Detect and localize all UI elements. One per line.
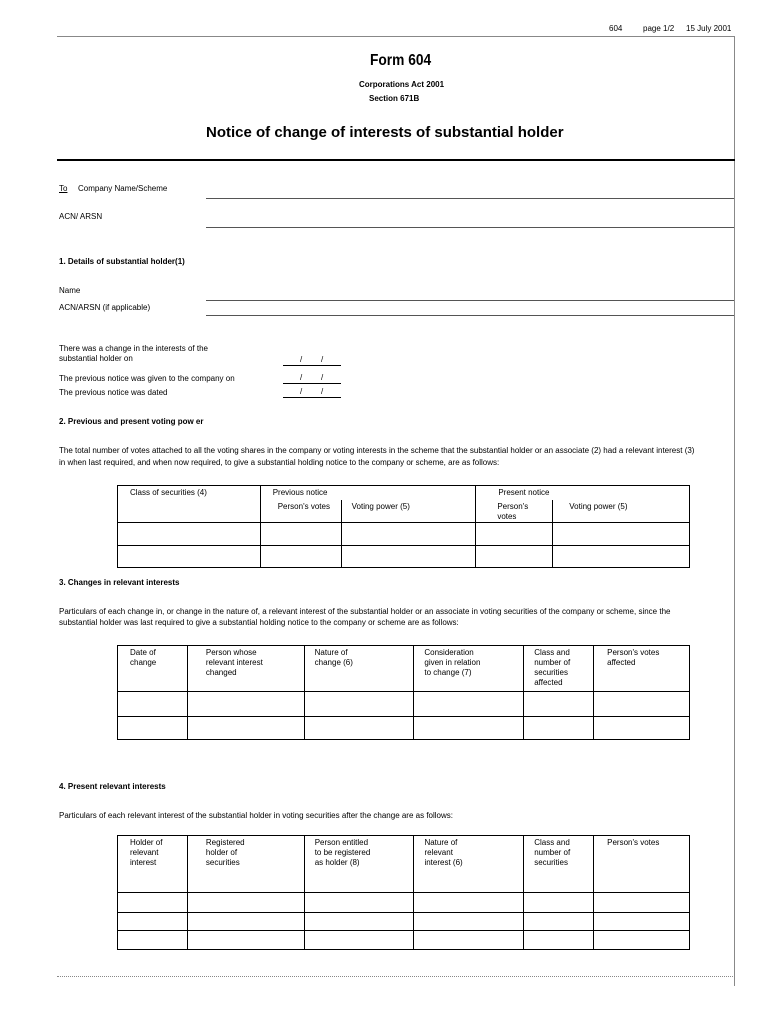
table-cell[interactable] (187, 893, 304, 913)
nature-of-change-header: Nature of change (6) (304, 646, 414, 692)
table-cell[interactable] (118, 931, 188, 950)
class-number-securities-header: Class and number of securities affected (524, 646, 594, 692)
holder-name-label: Name (59, 286, 81, 295)
present-voting-power-header: Voting power (5) (553, 500, 690, 523)
table-row (118, 717, 690, 740)
table-row (118, 931, 690, 950)
table-cell[interactable] (341, 545, 476, 567)
table-cell[interactable] (594, 717, 690, 740)
voting-power-table (117, 485, 690, 568)
present-persons-votes-header: Person's votes (476, 500, 553, 523)
acn-arsn-field[interactable] (206, 227, 734, 228)
table-cell[interactable] (187, 931, 304, 950)
class-of-securities-header: Class of securities (4) (118, 486, 261, 523)
table-cell[interactable] (118, 545, 261, 567)
holder-acn-label: ACN/ARSN (if applicable) (59, 303, 151, 312)
right-margin-rule (734, 36, 735, 986)
section2-heading: 2. Previous and present voting pow er (59, 417, 204, 426)
table-cell[interactable] (187, 913, 304, 931)
acn-arsn-label: ACN/ ARSN (59, 212, 103, 221)
table-cell[interactable] (118, 913, 188, 931)
to-label: To (59, 184, 68, 193)
person-whose-interest-changed-header: Person whose relevant interest changed (187, 646, 304, 692)
page-indicator: page 1/2 (643, 24, 675, 33)
persons-votes-header: Person's votes (594, 836, 690, 893)
change-date-label-2: substantial holder on (59, 354, 133, 363)
table-cell[interactable] (553, 545, 690, 567)
table-row (118, 893, 690, 913)
title-rule (57, 159, 735, 161)
holder-acn-field[interactable] (206, 315, 734, 316)
table-cell[interactable] (304, 692, 414, 717)
table-cell[interactable] (304, 893, 414, 913)
table-cell[interactable] (414, 913, 524, 931)
table-cell[interactable] (260, 522, 341, 545)
table-cell[interactable] (524, 717, 594, 740)
date-of-change-header: Date of change (118, 646, 188, 692)
class-number-header: Class and number of securities (524, 836, 594, 893)
prev-given-date-field[interactable] (283, 373, 341, 384)
consideration-header: Consideration given in relation to change (7) (414, 646, 524, 692)
holder-name-field[interactable] (206, 300, 734, 301)
registered-holder-header: Registered holder of securities (187, 836, 304, 893)
form-number: 604 (609, 24, 623, 33)
table-cell[interactable] (594, 692, 690, 717)
table-cell[interactable] (594, 913, 690, 931)
table-cell[interactable] (594, 893, 690, 913)
table-row (118, 913, 690, 931)
section4-heading: 4. Present relevant interests (59, 782, 166, 791)
table-cell[interactable] (187, 692, 304, 717)
change-date-label-1: There was a change in the interests of the (59, 344, 208, 353)
table-cell[interactable] (524, 913, 594, 931)
table-cell[interactable] (118, 893, 188, 913)
table-cell[interactable] (118, 692, 188, 717)
nature-of-interest-header: Nature of relevant interest (6) (414, 836, 524, 893)
act-name: Corporations Act 2001 (359, 80, 445, 89)
table-cell[interactable] (304, 913, 414, 931)
page-title: Notice of change of interests of substantial holder (206, 124, 564, 141)
present-interests-table (117, 835, 690, 950)
table-row (118, 692, 690, 717)
person-entitled-header: Person entitled to be registered as holder (8) (304, 836, 414, 893)
table-cell[interactable] (260, 545, 341, 567)
table-cell[interactable] (414, 717, 524, 740)
table-cell[interactable] (524, 931, 594, 950)
section2-para-2: in when last required, and when now required, to give a substantial holding notice to the company or scheme, are as follows: (59, 458, 500, 467)
form-title: Form 604 (370, 52, 432, 69)
table-cell[interactable] (414, 893, 524, 913)
table-row (118, 522, 690, 545)
table-cell[interactable] (553, 522, 690, 545)
table-cell[interactable] (414, 931, 524, 950)
company-name-field[interactable] (206, 198, 734, 199)
table-cell[interactable] (476, 522, 553, 545)
table-cell[interactable] (304, 717, 414, 740)
prev-given-label: The previous notice was given to the company on (59, 374, 235, 383)
section4-para: Particulars of each relevant interest of the substantial holder in voting securities after the change are as follows: (59, 811, 453, 820)
prev-persons-votes-header: Person's votes (260, 500, 341, 523)
footer-rule (57, 976, 735, 977)
table-cell[interactable] (524, 893, 594, 913)
prev-dated-date-field[interactable] (283, 387, 341, 398)
table-cell[interactable] (187, 717, 304, 740)
section3-para-1: Particulars of each change in, or change in the nature of, a relevant interest of the substantial holder or an associate in voting securities of the company or scheme, since the (59, 607, 671, 616)
previous-notice-header: Previous notice (260, 486, 476, 500)
table-cell[interactable] (341, 522, 476, 545)
present-notice-header: Present notice (476, 486, 690, 500)
section3-heading: 3. Changes in relevant interests (59, 578, 180, 587)
company-name-label: Company Name/Scheme (78, 184, 168, 193)
form-date: 15 July 2001 (686, 24, 732, 33)
changes-table (117, 645, 690, 740)
change-date-field[interactable] (283, 355, 341, 366)
table-row (118, 545, 690, 567)
persons-votes-affected-header: Person's votes affected (594, 646, 690, 692)
section1-heading: 1. Details of substantial holder(1) (59, 257, 185, 266)
table-cell[interactable] (118, 522, 261, 545)
prev-voting-power-header: Voting power (5) (341, 500, 476, 523)
table-cell[interactable] (304, 931, 414, 950)
table-cell[interactable] (594, 931, 690, 950)
table-cell[interactable] (476, 545, 553, 567)
table-cell[interactable] (118, 717, 188, 740)
table-cell[interactable] (524, 692, 594, 717)
header-rule (57, 36, 734, 37)
prev-dated-label: The previous notice was dated (59, 388, 168, 397)
section3-para-2: substantial holder was last required to give a substantial holding notice to the company or scheme are as follows: (59, 618, 459, 627)
act-section: Section 671B (369, 94, 420, 103)
holder-of-interest-header: Holder of relevant interest (118, 836, 188, 893)
table-cell[interactable] (414, 692, 524, 717)
section2-para-1: The total number of votes attached to all the voting shares in the company or voting interests in the scheme that the substantial holder or an associate (2) had a relevant interest (3) (59, 446, 695, 455)
